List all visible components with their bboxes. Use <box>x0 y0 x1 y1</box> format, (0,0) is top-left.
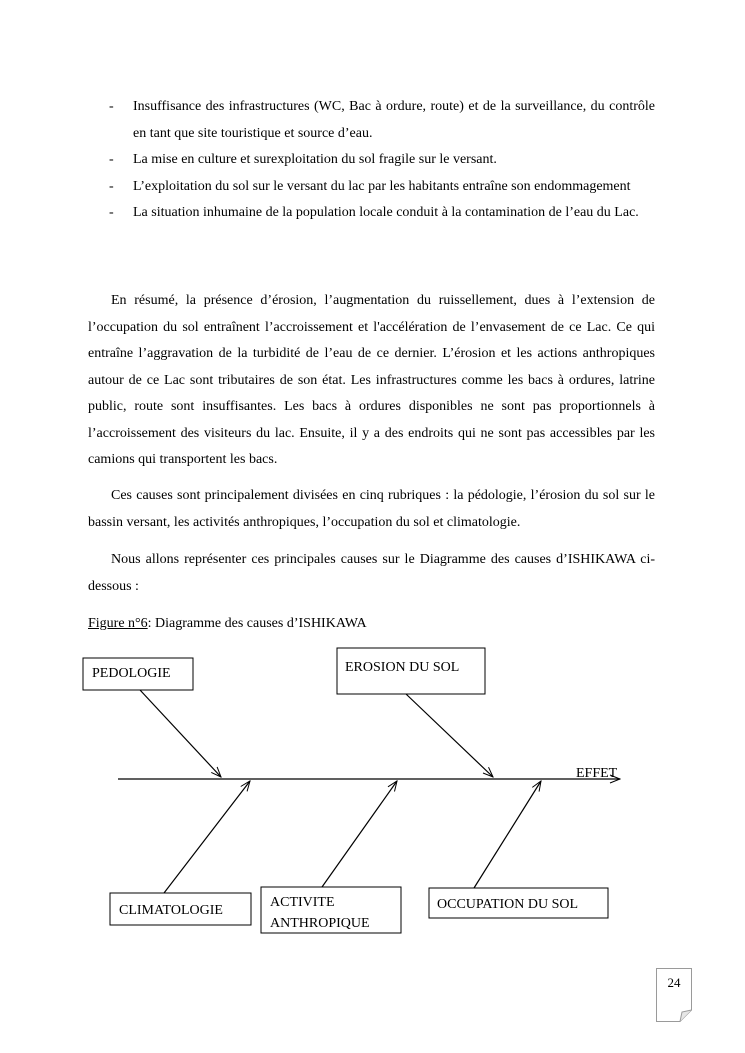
bullet-marker: - <box>109 152 114 167</box>
list-item <box>0 200 655 227</box>
erosion-label: EROSION DU SOL <box>345 660 460 675</box>
figure-caption <box>88 614 367 634</box>
bullet-marker: - <box>109 205 114 220</box>
causes-paragraph: Ces causes sont principalement divisées en cinq rubriques : la pédologie, l’érosion du sol sur le bassin versant, les activités anthropiques, l’occupation du sol et climatologie. <box>88 488 655 530</box>
pedologie-label: PEDOLOGIE <box>92 666 171 681</box>
page-number: 24 <box>667 975 681 990</box>
climatologie-label: CLIMATOLOGIE <box>119 903 223 918</box>
list-item <box>0 174 655 201</box>
intro-paragraph: Nous allons représenter ces principales causes sur le Diagramme des causes d’ISHIKAWA ci-dessous : <box>88 552 655 594</box>
list-item-text: La mise en culture et surexploitation du sol fragile sur le versant. <box>133 152 497 167</box>
list-item-text: La situation inhumaine de la population locale conduit à la contamination de l’eau du Lac. <box>133 205 639 220</box>
list-item <box>0 94 655 147</box>
list-item-text: L’exploitation du sol sur le versant du lac par les habitants entraîne son endommagement <box>133 178 631 194</box>
occupation-arrow <box>474 781 541 888</box>
figure-label: Figure n°6 <box>88 616 148 631</box>
activite-label-line1: ACTIVITE <box>270 895 335 910</box>
bullet-marker: - <box>109 178 114 194</box>
list-item-text: Insuffisance des infrastructures (WC, Bac à ordure, route) et de la surveillance, du contrôle en tant que site touristique et source d’eau. <box>133 99 655 141</box>
erosion-arrow <box>406 694 493 777</box>
list-item <box>0 147 655 174</box>
activite-arrow <box>322 781 397 887</box>
pedologie-arrow <box>140 690 221 777</box>
climatologie-arrow <box>164 781 250 893</box>
occupation-label: OCCUPATION DU SOL <box>437 897 579 912</box>
bullet-marker: - <box>109 99 114 114</box>
summary-paragraph: En résumé, la présence d’érosion, l’augmentation du ruissellement, dues à l’extension de l’occupation du sol entraînent l’accroissement et l'accélération de l’envasement de ce Lac. Ce qui entraîne l’aggravation de la turbidité de l’eau de ce dernier. L’érosion et les actions anthropiques autour de ce Lac sont tributaires de son état. Les infrastructures comme les bacs à ordures, latrine public, route sont insuffisantes. Les bacs à ordures disponibles ne sont pas proportionnels à l’accroissement des visiteurs du lac. Ensuite, il y a des endroits qui ne sont pas accessibles par les camions qui transportent les bacs. <box>88 293 655 467</box>
activite-label-line2: ANTHROPIQUE <box>270 916 370 931</box>
effect-label: EFFET <box>576 766 618 781</box>
page-number-box <box>656 968 692 1022</box>
figure-title: : Diagramme des causes d’ISHIKAWA <box>147 616 367 631</box>
bullet-list <box>0 94 745 227</box>
ishikawa-diagram <box>0 645 745 945</box>
